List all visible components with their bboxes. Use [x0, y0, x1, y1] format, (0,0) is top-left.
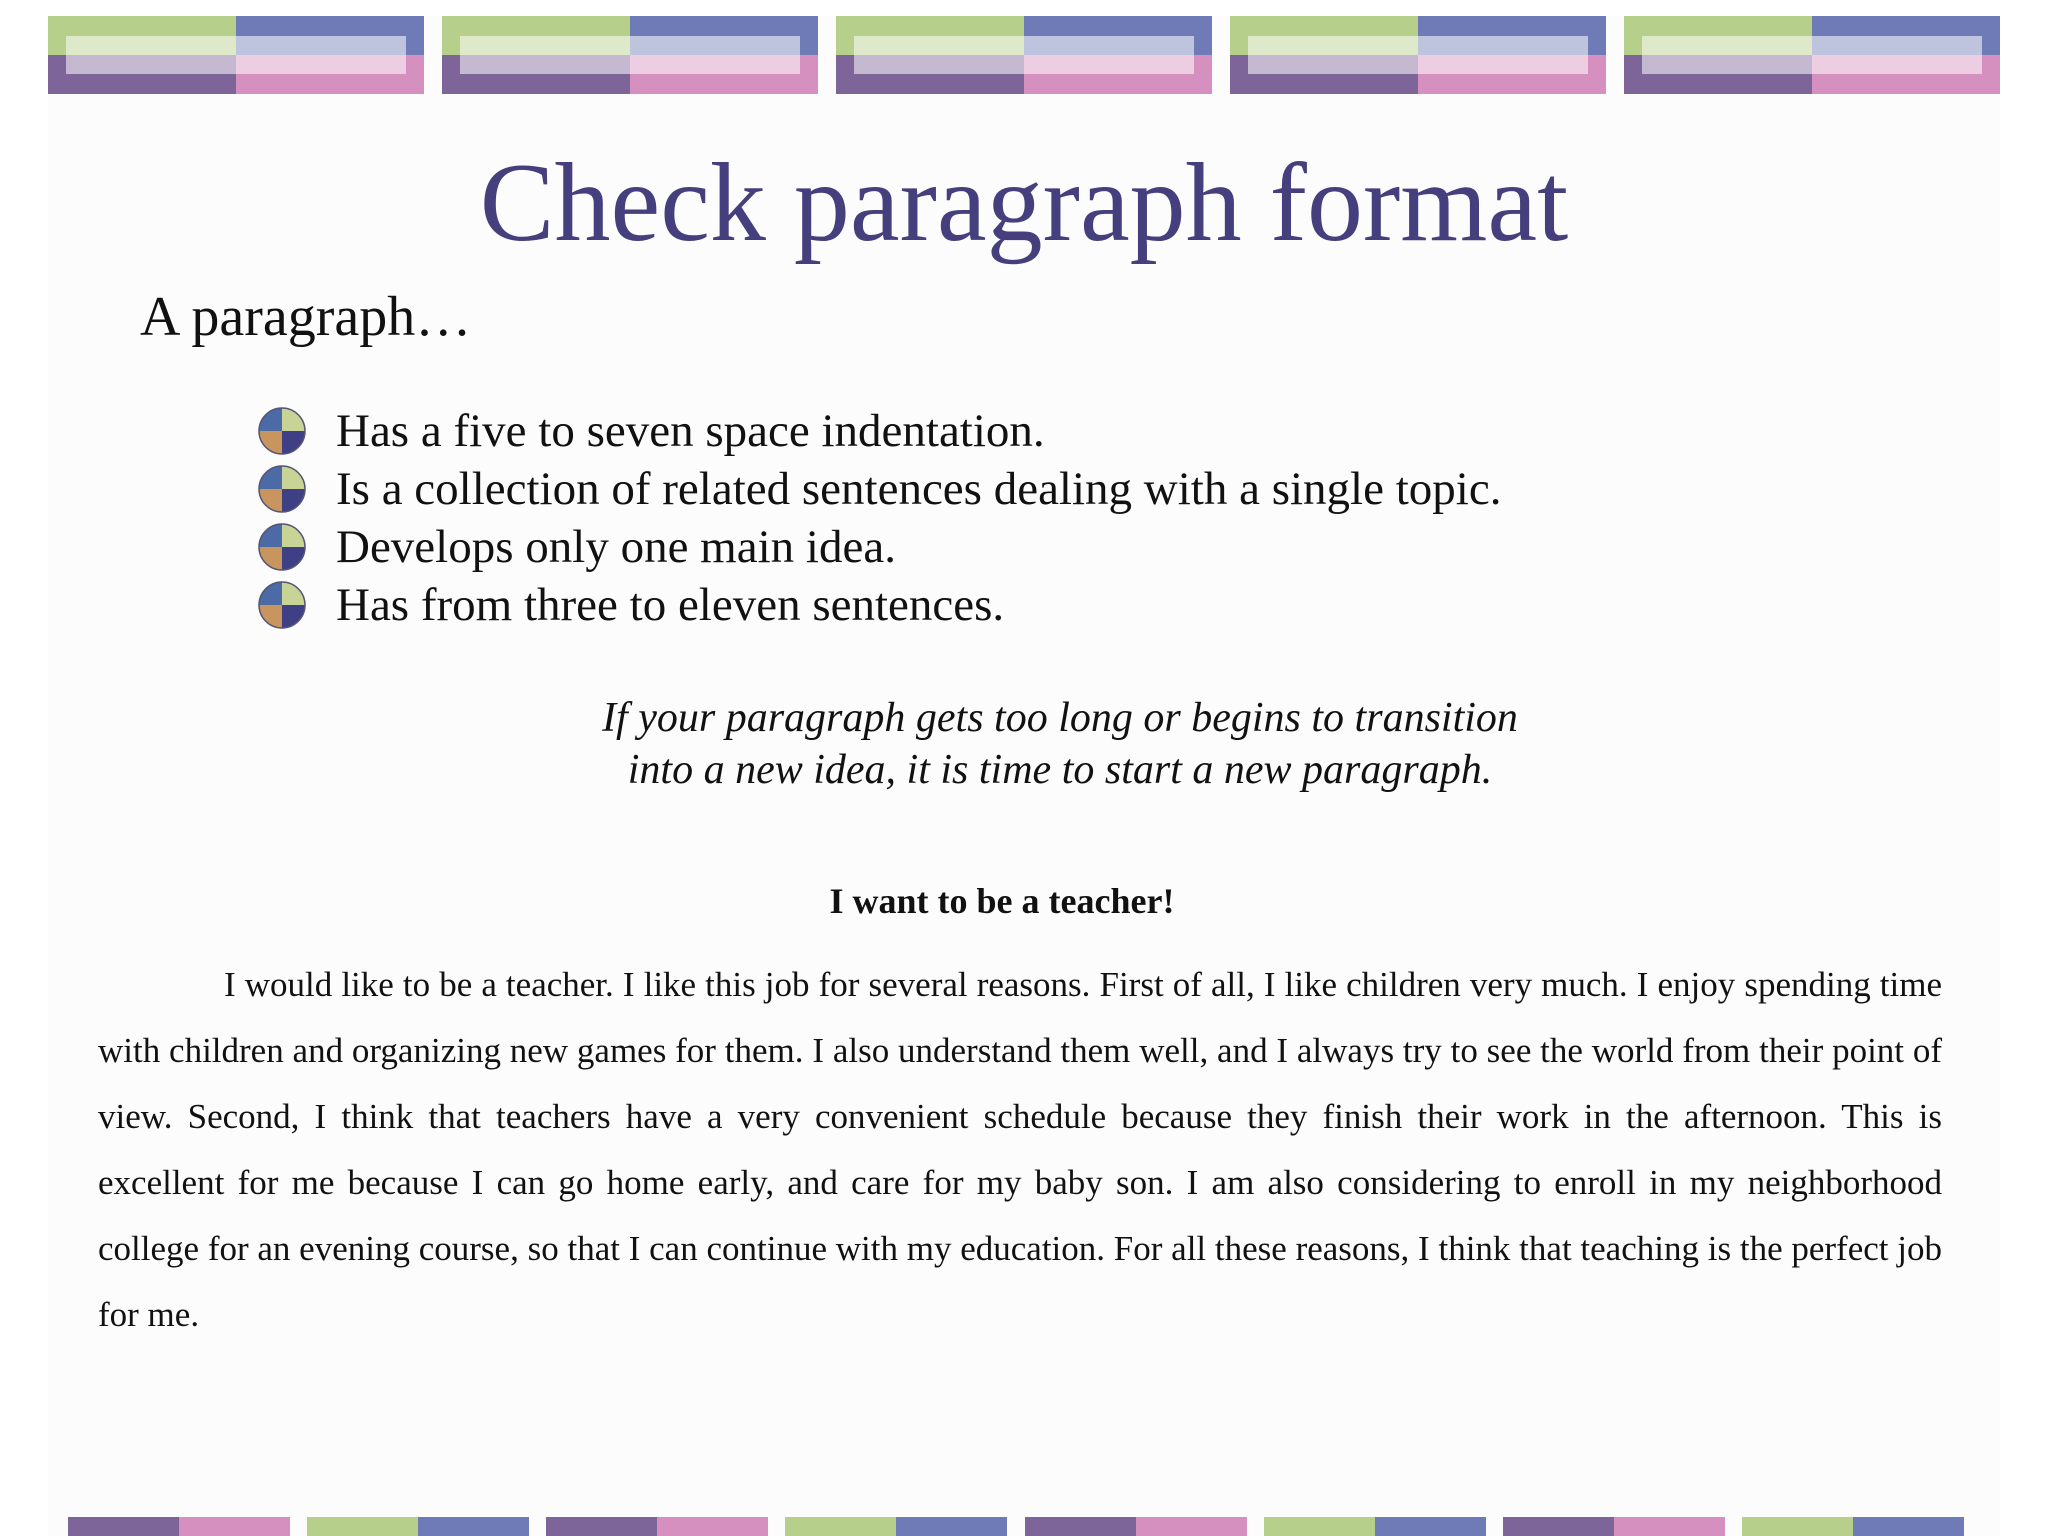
decorative-tile	[1624, 16, 2000, 94]
lead-text: A paragraph…	[140, 286, 472, 348]
decorative-tile	[68, 1517, 290, 1536]
note-line: into a new idea, it is time to start a new paragraph.	[627, 747, 1493, 793]
note-line: If your paragraph gets too long or begins to transition	[602, 695, 1518, 741]
decorative-tile	[785, 1517, 1007, 1536]
page-title: Check paragraph format	[479, 141, 1569, 265]
decorative-tile	[546, 1517, 768, 1536]
quartered-circle-bullet-icon	[256, 463, 308, 515]
decorative-tile	[1503, 1517, 1725, 1536]
list-item	[256, 576, 1501, 634]
list-item	[256, 460, 1501, 518]
top-decorative-band	[48, 16, 2000, 94]
decorative-tile	[307, 1517, 529, 1536]
bullet-text: Develops only one main idea.	[336, 521, 896, 573]
quartered-circle-bullet-icon	[256, 579, 308, 631]
bullet-text: Has a five to seven space indentation.	[336, 405, 1045, 457]
decorative-tile	[1025, 1517, 1247, 1536]
list-item	[256, 518, 1501, 576]
list-item	[256, 402, 1501, 460]
decorative-tile	[1264, 1517, 1486, 1536]
decorative-tile	[442, 16, 818, 94]
decorative-tile	[836, 16, 1212, 94]
bottom-decorative-band	[68, 1517, 1964, 1536]
note-text	[48, 692, 2000, 796]
bullet-text: Has from three to eleven sentences.	[336, 579, 1005, 631]
essay-paragraph: I would like to be a teacher. I like this job for several reasons. First of all, I like children very much. I enjoy spending time with children and organizing new games for them. I also understand them well, and I always try to see the world from their point of view. Second, I think that teachers have a very convenient schedule because they finish their work in the afternoon. This is excellent for me because I can go home early, and care for my baby son. I am also considering to enroll in my neighborhood college for an evening course, so that I can continue with my education. For all these reasons, I think that teaching is the perfect job for me.	[98, 965, 1942, 1334]
quartered-circle-bullet-icon	[256, 521, 308, 573]
essay-title: I want to be a teacher!	[829, 881, 1175, 921]
decorative-tile	[1230, 16, 1606, 94]
quartered-circle-bullet-icon	[256, 405, 308, 457]
bullet-text: Is a collection of related sentences dealing with a single topic.	[336, 463, 1502, 515]
decorative-tile	[1742, 1517, 1964, 1536]
bullet-list	[256, 402, 1501, 634]
decorative-tile	[48, 16, 424, 94]
